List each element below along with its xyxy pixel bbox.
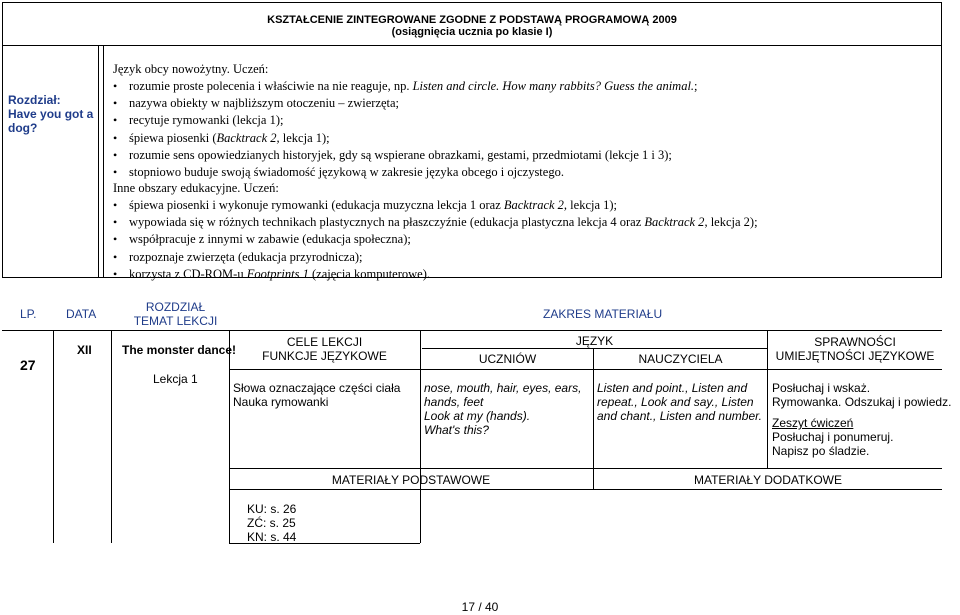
col-header-sprawnosci [768,335,942,363]
outcome-text-italic: Listen and circle. How many rabbits? Guess the animal. [412,79,695,93]
col-header-jezyk: JĘZYK [575,334,614,348]
outcome-item [113,78,933,95]
outcome-item [113,231,933,248]
student-language-line: hands, feet [424,395,484,409]
outcome-text: rozpoznaje zwierzęta (edukacja przyrodnicza); [129,249,363,264]
col-header-rozdzial-1: ROZDZIAŁ [145,300,206,314]
outcome-text: korzysta z CD-ROM-u [129,266,247,281]
skills-line: Posłuchaj i wskaż. [772,381,871,395]
outcome-item [113,197,933,214]
col-header-zakres: ZAKRES MATERIAŁU [543,307,663,321]
materials-list [247,502,296,544]
col-header-uczniow: UCZNIÓW [478,352,537,366]
teacher-language-line: and chant., Listen and number. [597,409,762,423]
column-divider [103,45,104,277]
chapter-label [8,93,96,135]
skills-line: Napisz po śladzie. [772,444,870,458]
student-language-line: Look at my (hands). [424,409,531,423]
outcome-text: lekcja 1); [567,198,618,212]
teacher-language-line: Listen and point., Listen and [597,381,748,395]
skills-line: Rymowanka. Odszukaj i powiedz. [772,395,952,409]
outcome-text-italic: Backtrack 2 [644,215,705,230]
col-header-cele-2: FUNKCJE JĘZYKOWE [262,349,387,363]
chapter-label-text: Rozdział: [8,93,61,107]
outcome-text: , lekcja 2); [704,215,758,230]
cele-line: Nauka rymowanki [233,395,329,409]
outcome-text: wypowiada się w różnych technikach plastycznych na płaszczyźnie (edukacja plastyczna lekcja 4 oraz [129,215,645,230]
col-header-sprawnosci-2: UMIEJĘTNOŚCI JĘZYKOWE [775,349,935,363]
chapter-name-line1: Have you got a [8,107,94,121]
outcome-text: lekcja 1); [279,130,330,145]
table-rule [229,489,942,490]
table-rule [2,330,942,331]
lesson-month: XII [77,343,92,357]
material-zc: ZĆ: s. 25 [247,516,296,530]
curriculum-header [2,2,942,46]
table-rule [53,331,54,543]
section-heading: Język obcy nowożytny. Uczeń: [113,62,269,76]
outcome-list [113,78,933,181]
section-foreign-language [113,61,933,181]
skills-line-workbook: Zeszyt ćwiczeń [772,416,854,430]
lesson-number: 27 [20,357,36,373]
table-rule [111,331,112,543]
outcome-text: rozumie proste polecenia i właściwie na nie reaguje, np. [129,79,413,93]
curriculum-subtitle: (osiągnięcia ucznia po klasie I) [391,26,553,38]
col-header-cele [229,335,420,363]
outcome-text-italic: Footprints 1 [246,266,309,281]
column-divider [98,45,99,277]
curriculum-title: KSZTAŁCENIE ZINTEGROWANE ZGODNE Z PODSTAWĄ PROGRAMOWĄ 2009 [267,14,677,26]
outcome-text: ; [694,79,698,93]
table-rule [229,369,942,370]
chapter-name-line2: dog? [8,121,38,135]
material-kn: KN: s. 44 [247,530,297,544]
col-header-cele-1: CELE LEKCJI [286,335,363,349]
col-header-lp: LP. [20,307,37,321]
outcome-text-italic: Backtrack 2, [503,198,568,212]
student-language [424,381,581,437]
outcome-item [113,249,933,266]
outcome-item [113,130,933,147]
section-other-areas [113,180,933,283]
col-header-sprawnosci-1: SPRAWNOŚCI [814,335,896,349]
table-rule [593,348,594,468]
col-header-mat-podst: MATERIAŁY PODSTAWOWE [331,473,491,487]
student-language-line: nose, mouth, hair, eyes, ears, [424,381,582,395]
table-rule [422,348,768,349]
lesson-no: Lekcja 1 [153,372,198,386]
outcome-text: śpiewa piosenki ( [129,130,217,145]
outcome-text: współpracuje z innymi w zabawie (edukacja społeczna); [129,232,411,247]
page-number: 17 / 40 [461,600,499,614]
outcome-item [113,112,933,129]
student-language-line: What's this? [424,423,489,437]
section-heading: Inne obszary edukacyjne. Uczeń: [113,181,279,195]
lesson-title: The monster dance! [122,343,237,357]
outcome-text: rozumie sens opowiedzianych historyjek, gdy są wspierane obrazkami, gestami, przedmiotami (lekcje 1 i 3); [129,147,672,162]
outcome-item [113,147,933,164]
outcome-item [113,214,933,231]
col-header-data: DATA [66,307,97,321]
table-rule [229,468,942,469]
col-header-rozdzial-2: TEMAT LEKCJI [133,314,218,328]
table-rule [420,331,421,543]
col-header-nauczyciela: NAUCZYCIELA [638,352,723,366]
outcome-text-italic: Backtrack 2, [216,130,280,145]
outcome-list [113,197,933,283]
outcome-item [113,164,933,181]
cele-content [233,381,400,409]
col-header-mat-dodat: MATERIAŁY DODATKOWE [693,473,843,487]
outcome-text: śpiewa piosenki i wykonuje rymowanki (edukacja muzyczna lekcja 1 oraz [129,198,504,212]
outcome-text: nazywa obiekty w najbliższym otoczeniu – zwierzęta; [129,96,400,111]
col-header-rozdzial [128,300,223,328]
outcome-text: recytuje rymowanki (lekcja 1); [129,113,284,128]
material-ku: KU: s. 26 [247,502,297,516]
teacher-language-line: repeat., Look and say., Listen [597,395,754,409]
skills-line: Posłuchaj i ponumeruj. [772,430,894,444]
teacher-language [597,381,762,423]
skills-content [772,381,951,458]
outcome-item [113,95,933,112]
cele-line: Słowa oznaczające części ciała [233,381,401,395]
outcome-text: (zajęcia komputerowe). [308,266,430,281]
outcome-text: stopniowo buduje swoją świadomość językową w zakresie języka obcego i ojczystego. [129,165,564,180]
outcome-item [113,266,933,283]
